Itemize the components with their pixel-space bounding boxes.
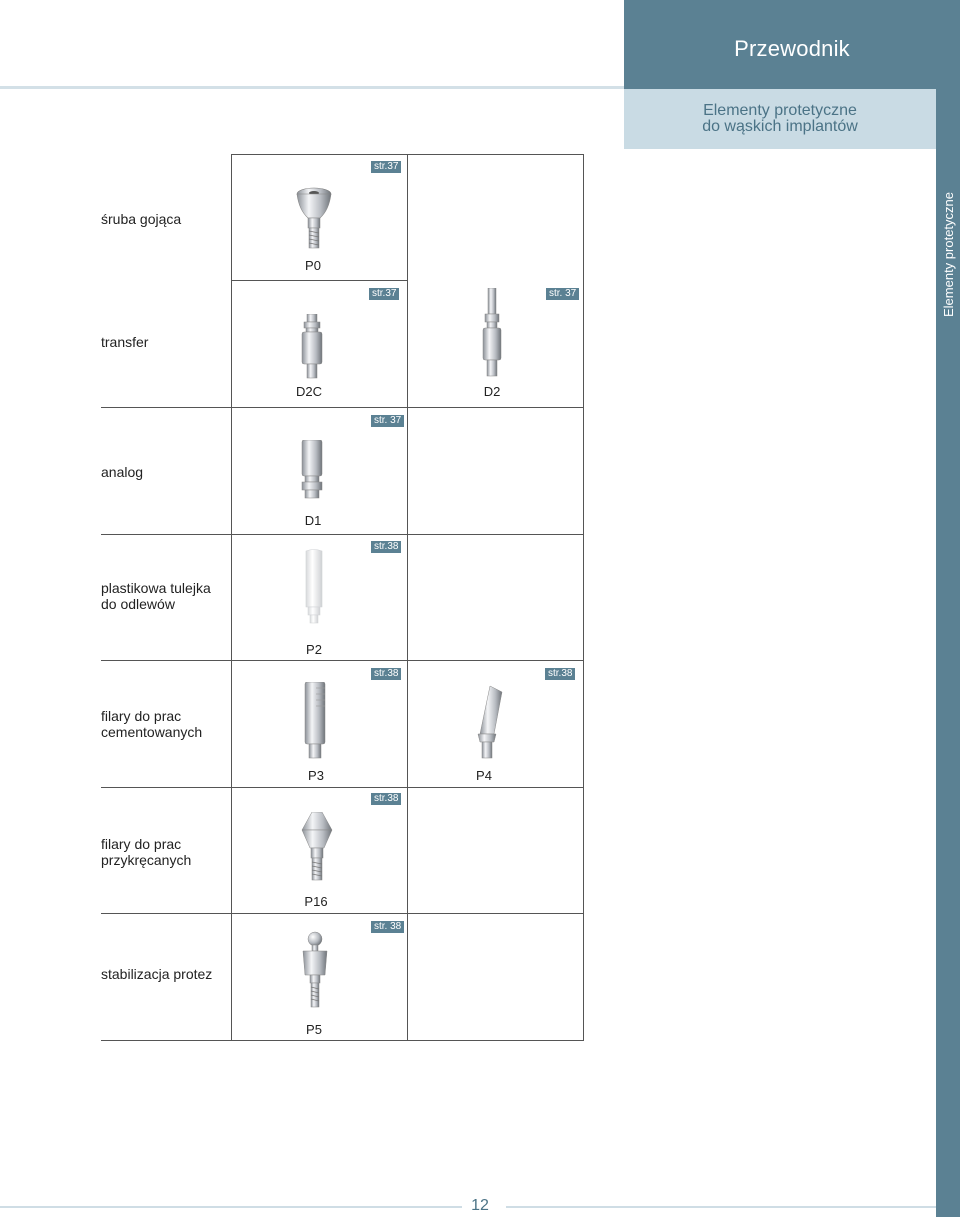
multi-unit-abutment-image [298,812,336,882]
table-rule [101,787,583,788]
product-code: P5 [306,1022,322,1037]
row-label-cement [101,708,202,740]
product-code: P4 [476,768,492,783]
title-banner [624,0,960,89]
row-label-line-1: filary do prac [101,836,182,852]
footer-rule-right [506,1206,936,1208]
row-label-line-2: przykręcanych [101,852,192,868]
row-label-transfer: transfer [101,334,149,350]
table-rule [101,407,583,408]
product-code: P3 [308,768,324,783]
table-rule [231,154,232,1041]
row-label-sruba: śruba gojąca [101,211,182,227]
abutment-straight-image [302,682,328,760]
side-label [936,89,960,419]
table-rule [583,154,584,1041]
page-ref-badge[interactable]: str.37 [371,161,401,173]
page-ref-badge[interactable]: str. 37 [546,288,579,300]
product-code: D1 [304,513,322,528]
table-rule [101,660,583,661]
table-rule [231,280,407,281]
product-code: P2 [306,642,322,657]
subtitle-box [624,89,936,149]
row-label-tulejka [101,580,211,612]
healing-screw-image [289,186,339,252]
subtitle-line-1: Elementy protetyczne [703,102,857,119]
table-rule [407,154,408,1041]
product-code: P0 [305,258,321,273]
row-label-line-1: plastikowa tulejka [101,580,211,596]
row-label-line-2: do odlewów [101,596,175,612]
row-label-przykrec [101,836,191,868]
side-label-text: Elementy protetyczne [940,191,956,317]
page-title: Przewodnik [734,35,850,61]
transfer-d2-image [478,288,506,378]
product-code: D2C [295,384,322,399]
analog-image [299,440,325,500]
row-label-analog: analog [101,464,144,480]
page-number: 12 [471,1197,489,1214]
transfer-d2c-image [297,314,327,380]
row-label-line-2: cementowanych [101,724,203,740]
page-ref-badge[interactable]: str.38 [545,668,575,680]
product-code: P16 [304,894,328,909]
page-ref-badge[interactable]: str.38 [371,541,401,553]
plastic-sleeve-image [302,549,326,625]
row-label-line-1: filary do prac [101,708,182,724]
page-ref-badge[interactable]: str. 37 [371,415,404,427]
page-ref-badge[interactable]: str.38 [371,668,401,680]
product-code: D2 [483,384,501,399]
row-label-stabil: stabilizacja protez [101,966,213,982]
header-rule [0,86,624,89]
page-ref-badge[interactable]: str.38 [371,793,401,805]
table-rule [101,534,583,535]
page-ref-badge[interactable]: str.37 [369,288,399,300]
table-rule [101,1040,583,1041]
abutment-angled-image [474,684,504,760]
page-ref-badge[interactable]: str. 38 [371,921,404,933]
ball-attachment-image [300,931,330,1009]
footer-rule-left [0,1206,462,1208]
table-rule [101,913,583,914]
subtitle-line-2: do wąskich implantów [702,118,858,135]
